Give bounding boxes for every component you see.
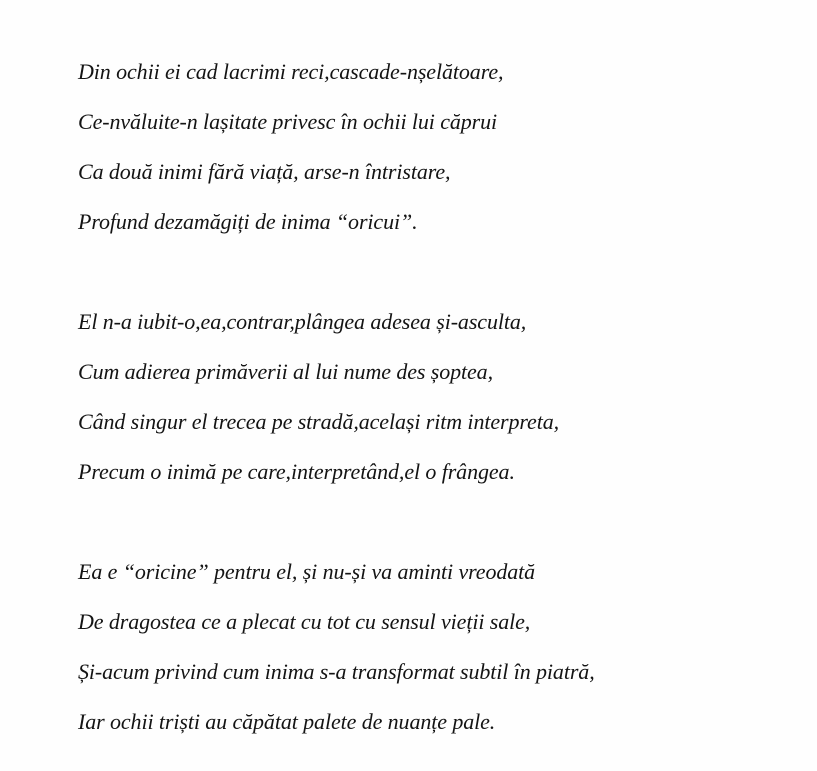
poem-line: Cum adierea primăverii al lui nume des șoptea, [78,359,493,384]
poem-line: Precum o inimă pe care,interpretând,el o frângea. [78,459,515,484]
poem-line: Din ochii ei cad lacrimi reci,cascade-nșelătoare, [78,59,504,84]
poem-line: El n-a iubit-o,ea,contrar,plângea adesea și-asculta, [78,309,527,334]
poem-line: Ce-nvăluite-n lașitate privesc în ochii lui căprui [78,109,498,134]
poem-line: Iar ochii triști au căpătat palete de nuanțe pale. [78,709,496,734]
poem-line: De dragostea ce a plecat cu tot cu sensul vieții sale, [78,609,531,634]
stanza-3 [78,555,595,755]
poem [78,55,595,755]
poem-line: Când singur el trecea pe stradă,același ritm interpreta, [78,409,560,434]
poem-line: Profund dezamăgiți de inima “oricui”. [78,209,418,234]
stanza-1 [78,55,595,255]
poem-line: Ea e “oricine” pentru el, și nu-și va aminti vreodată [78,559,536,584]
poem-line: Ca două inimi fără viață, arse-n întristare, [78,159,451,184]
poem-line: Și-acum privind cum inima s-a transformat subtil în piatră, [78,659,595,684]
stanza-2 [78,305,595,505]
